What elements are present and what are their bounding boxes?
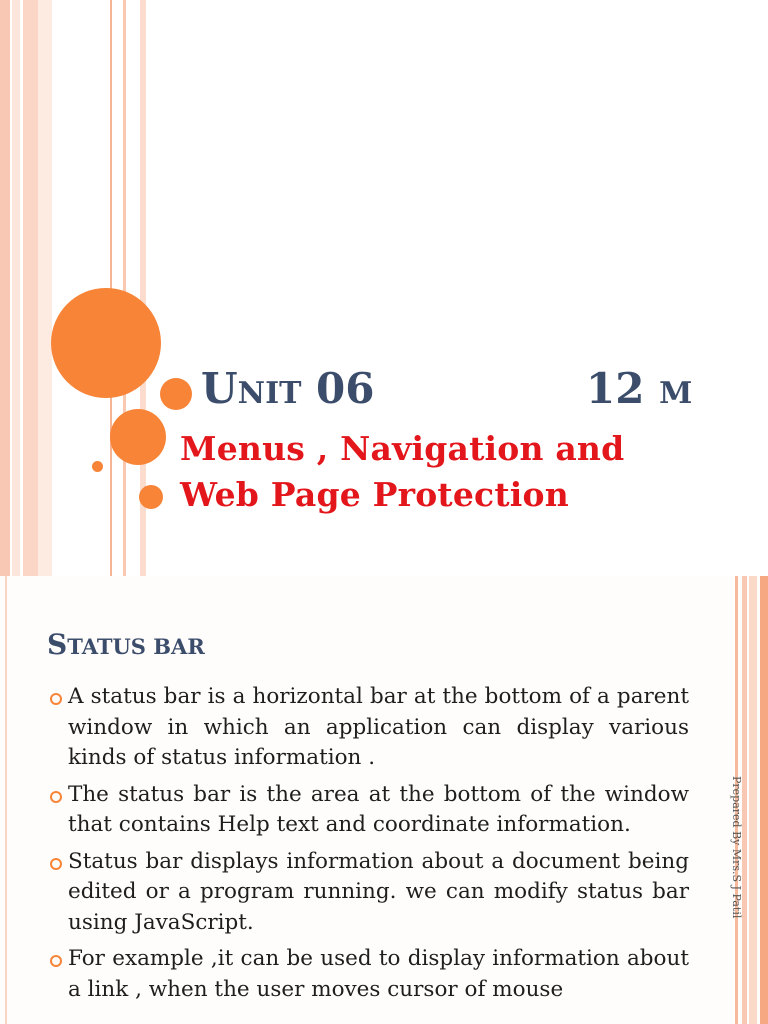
subtitle-line: Web Page Protection: [180, 475, 569, 514]
decor-stripe: [38, 0, 52, 576]
list-item: For example ,it can be used to display information about a link , when the user moves cursor of mouse: [47, 944, 689, 1005]
list-item: Status bar displays information about a document being edited or a program running. we can modify status bar using JavaScript.: [47, 847, 689, 939]
section-heading: STATUS BAR: [47, 628, 205, 661]
bullet-ring-icon: [50, 858, 62, 870]
bullet-ring-icon: [50, 955, 62, 967]
decor-circle: [160, 378, 192, 410]
decor-stripe: [123, 0, 126, 576]
decor-stripe: [12, 0, 20, 576]
unit-marks: 12 M: [586, 364, 693, 413]
decor-stripe: [5, 576, 7, 1024]
content-slide: [0, 576, 768, 1024]
bullet-ring-icon: [50, 693, 62, 705]
decor-circle: [51, 288, 161, 398]
decor-circle: [92, 461, 103, 472]
decor-circle: [139, 485, 163, 509]
list-item: A status bar is a horizontal bar at the bottom of a parent window in which an application can display various kinds of status information .: [47, 682, 689, 774]
decor-circle: [110, 409, 166, 465]
unit-title: UNIT 06: [201, 364, 375, 413]
author-footer: Prepared By Mrs.S J Patil: [730, 776, 743, 919]
bullet-ring-icon: [50, 791, 62, 803]
decor-stripe: [749, 576, 757, 1024]
decor-stripe: [760, 576, 768, 1024]
unit-subtitle: [180, 426, 740, 518]
bullet-list: [47, 682, 689, 1011]
subtitle-line: Menus , Navigation and: [180, 429, 625, 468]
list-item: The status bar is the area at the bottom of the window that contains Help text and coordinate information.: [47, 780, 689, 841]
decor-stripe: [23, 0, 38, 576]
decor-stripe: [0, 0, 10, 576]
